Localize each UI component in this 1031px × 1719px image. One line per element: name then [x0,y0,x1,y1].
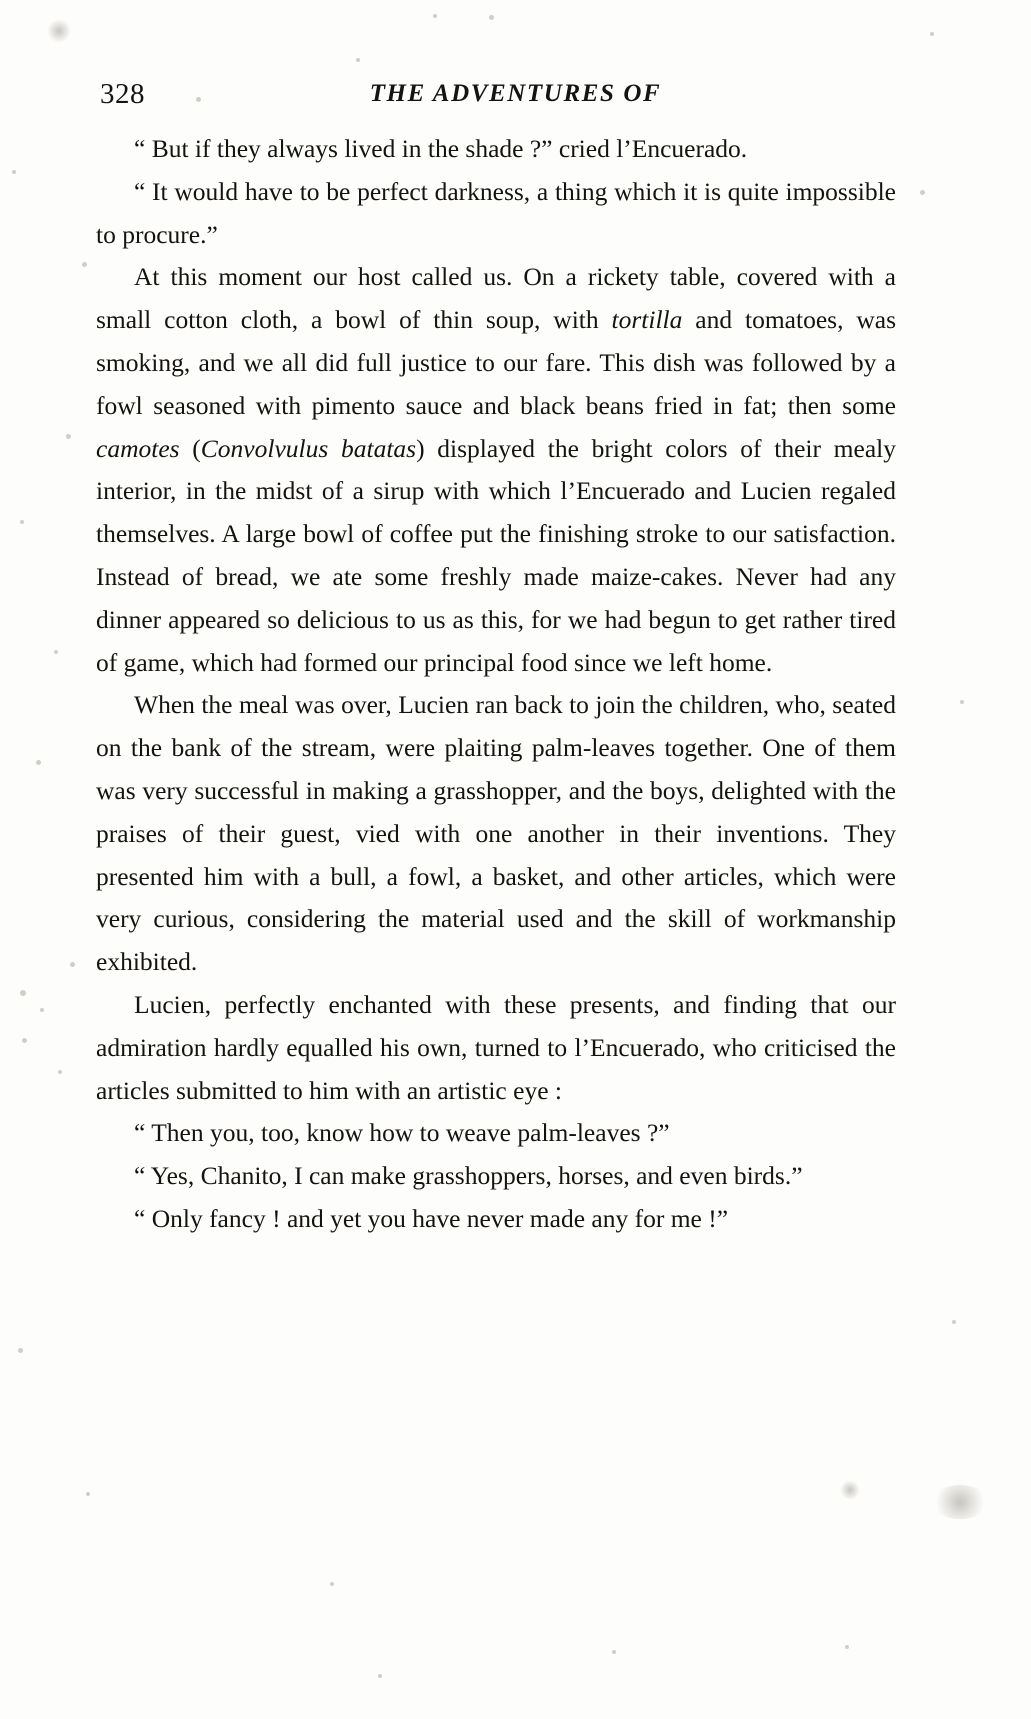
paragraph: At this moment our host called us. On a rickety table, covered with a small cotton cloth, a bowl of thin soup, with tortilla and tomatoes, was smoking, and we all did full justice to our fare. This dish was followed by a fowl seasoned with pimento sauce and black beans fried in fat; then some camotes (Convolvulus batatas) displayed the bright colors of their mealy interior, in the midst of a sirup with which l’Encuerado and Lucien regaled themselves. A large bowl of coffee put the finishing stroke to our satisfaction. Instead of bread, we ate some freshly made maize-cakes. Never had any dinner appeared so delicious to us as this, for we had begun to get rather tired of game, which had formed our principal food since we left home. [96,262,896,677]
paragraph: “ Only fancy ! and yet you have never made any for me !” [134,1203,729,1233]
paper-speck [12,170,16,174]
paper-speck [36,760,41,765]
paragraph: When the meal was over, Lucien ran back to join the children, who, seated on the bank of the stream, were plaiting palm-leaves together. One of them was very successful in making a grasshopper, and the boys, delighted with the praises of their guest, vied with one another in their inventions. They presented him with a bull, a fowl, a basket, and other articles, which were very curious, considering the material used and the skill of workmanship exhibited. [96,690,896,977]
paragraph: “ But if they always lived in the shade ?” cried l’Encuerado. [134,134,748,163]
paper-speck [66,434,71,439]
paper-speck [82,262,87,267]
paper-speck [433,14,437,18]
page-body [96,128,896,1241]
paper-speck [378,1674,382,1678]
paper-speck [960,700,964,704]
paper-speck [612,1650,616,1654]
paper-smudge [930,1485,990,1519]
page-number: 328 [100,78,145,110]
paragraph: “ Then you, too, know how to weave palm-leaves ?” [134,1118,670,1148]
paragraph: “ Yes, Chanito, I can make grasshoppers, horses, and even birds.” [134,1161,803,1191]
running-head: THE ADVENTURES OF [369,80,662,107]
italic-phrase: tortilla [611,305,683,335]
paper-speck [930,32,934,36]
paragraph: Lucien, perfectly enchanted with these presents, and finding that our admiration hardly equalled his own, turned to l’Encuerado, who criticised the articles submitted to him with an artistic eye : [96,989,896,1105]
italic-phrase: camotes [96,433,180,463]
paper-speck [18,1348,23,1353]
page-header [0,78,1031,118]
paper-speck [952,1320,956,1324]
paper-speck [356,58,360,62]
paper-speck [330,1582,334,1586]
paper-speck [70,962,75,967]
paper-speck [86,1492,90,1496]
paper-speck [845,1645,849,1649]
paper-smudge [840,1480,860,1500]
paper-speck [920,190,925,195]
paper-smudge [48,18,70,44]
paper-speck [489,15,494,20]
paper-speck [40,1008,44,1012]
paper-speck [20,990,26,996]
paper-speck [20,520,24,524]
paper-speck [22,1038,27,1043]
paper-speck [58,1070,62,1074]
italic-phrase: Convolvulus batatas [200,433,417,463]
paragraph: “ It would have to be perfect darkness, a thing which it is quite impossible to procure.” [96,176,896,249]
paper-speck [54,650,58,654]
paper-speck [196,97,201,102]
